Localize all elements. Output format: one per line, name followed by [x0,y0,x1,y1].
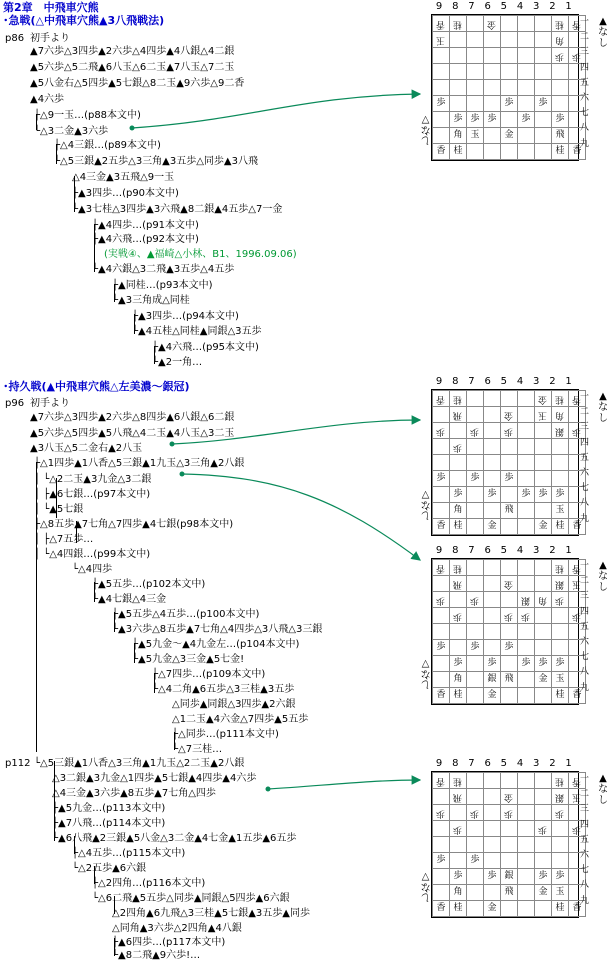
sente-piece: 玉 [555,887,565,897]
move-line: └▲8二飛▲9六歩!… [112,950,201,961]
move-line: △2四角▲6九飛△3三桂▲5七銀▲3五歩▲同歩 [112,908,310,919]
move-line: ├△9一玉…(p88本文中) [34,110,141,121]
sente-piece: 飛 [504,674,514,684]
rank-label: 八 [580,880,590,891]
tree-branch-line [54,761,55,841]
move-line: ├▲5九金…(p113本文中) [52,803,166,814]
sente-piece: 歩 [538,658,548,668]
gote-piece: 桂 [555,776,565,786]
move-line: ├▲5九金～▲4九金左…(p104本文中) [132,639,300,650]
rank-label: 五 [580,834,590,845]
rank-label: 三 [580,47,590,58]
tree-branch-line [94,582,95,602]
move-line: ├▲7八飛…(p114本文中) [52,818,166,829]
tree-branch-line [74,176,75,212]
move-line: △4三金▲3六歩▲8五歩▲7七角△四歩 [52,788,216,799]
move-line: └△3二金▲3六歩 [34,126,109,137]
gote-piece: 歩 [555,51,565,61]
gote-piece: 金 [504,792,514,802]
move-line: △4三金▲3五飛△9一玉 [72,172,175,183]
file-label: 4 [516,545,524,556]
file-label: 7 [468,758,475,769]
gote-piece: 香 [572,394,582,404]
move-line: │ ├△7五歩… [34,534,94,545]
file-label: 8 [452,758,459,769]
move-line: └▲4七銀△4三金 [92,594,167,605]
sente-piece: 金 [487,903,497,913]
sente-piece: 歩 [521,489,531,499]
gote-piece: 桂 [555,19,565,29]
rank-label: 四 [580,437,590,448]
gote-piece: 金 [487,19,497,29]
sente-piece: 歩 [470,855,480,865]
section2-heading: ･持久戦(▲中飛車穴熊△左美濃～銀冠) [3,380,190,393]
rank-label: 六 [580,467,590,478]
rank-label: 九 [580,895,590,906]
move-line: └▲2一角… [152,357,203,368]
file-label: 5 [500,376,508,387]
move-line: └△2五歩▲6六銀 [72,863,147,874]
sente-piece: 歩 [453,871,463,881]
gote-piece: 歩 [436,426,446,436]
rank-label: 七 [580,652,590,663]
section1-start: 初手より [30,33,70,44]
gote-piece: 香 [436,19,446,29]
sente-piece: 歩 [453,114,463,124]
gote-piece: 歩 [555,808,565,818]
sente-piece: 歩 [436,855,446,865]
move-line: │ └▲5七銀 [34,504,84,515]
section2-page: p96 [5,398,25,409]
sente-piece: 香 [436,690,446,700]
file-label: 1 [565,1,572,12]
sente-hand: し な ▽ [420,489,431,520]
sente-piece: 歩 [470,473,480,483]
file-label: 2 [549,376,556,387]
rank-label: 六 [580,849,590,860]
file-label: 2 [549,545,556,556]
gote-piece: 金 [538,394,548,404]
rank-label: 二 [580,576,590,587]
sente-piece: 桂 [453,903,463,913]
section1-heading: ･急戦(△中飛車穴熊▲3八飛戦法) [3,14,165,27]
sente-piece: 角 [453,505,463,515]
gote-piece: 歩 [572,426,582,436]
gote-piece: 歩 [453,442,463,452]
sente-piece: 飛 [504,505,514,515]
file-label: 2 [549,1,556,12]
chapter-title: 第2章 中飛車穴熊 [3,1,99,14]
sente-hand: し な ▽ [420,114,431,145]
move-line: └△7三桂… [172,744,223,755]
file-label: 4 [516,758,524,769]
file-label: 9 [435,1,443,12]
sente-piece: 歩 [436,98,446,108]
sente-piece: 歩 [555,871,565,881]
sente-piece: 歩 [555,658,565,668]
sente-piece: 香 [572,690,582,700]
move-line: △同角▲3六歩△2四角▲4八銀 [112,923,242,934]
sente-piece: 桂 [555,690,565,700]
rank-label: 八 [580,667,590,678]
gote-piece: 玉 [572,792,582,802]
file-label: 6 [484,545,491,556]
gote-piece: 歩 [572,51,582,61]
gote-piece: 飛 [453,410,463,420]
rank-label: 四 [580,62,590,73]
move-line: ├▲同桂…(p93本文中) [112,280,213,291]
game-reference: (実戦④、▲福崎△小林、B1、1996.09.06) [104,249,297,260]
file-label: 4 [516,376,524,387]
sente-piece: 角 [453,130,463,140]
sente-piece: 歩 [470,642,480,652]
move-line: △1二玉▲4六金△7四歩▲5五歩 [172,714,309,725]
gote-piece: 香 [572,19,582,29]
rank-label: 三 [580,804,590,815]
file-label: 7 [468,545,475,556]
sente-piece: 香 [572,521,582,531]
gote-piece: 銀 [555,426,565,436]
gote-piece: 歩 [436,595,446,605]
move-line: ├▲3四歩…(p90本文中) [72,188,179,199]
gote-hand: ▲ な し [598,560,608,593]
file-label: 9 [435,758,443,769]
sente-piece: 歩 [453,489,463,499]
sente-piece: 角 [453,674,463,684]
move-line: │ ├▲6七銀…(p97本文中) [34,489,151,500]
move-line: ├△同歩…(p111本文中) [172,729,279,740]
gote-piece: 香 [572,563,582,573]
page-ref: p112 [5,758,31,769]
gote-piece: 歩 [504,426,514,436]
gote-piece: 歩 [572,824,582,834]
gote-piece: 歩 [470,808,480,818]
rank-label: 二 [580,32,590,43]
sente-piece: 歩 [538,98,548,108]
tree-branch-line [94,224,95,272]
sente-piece: 歩 [487,658,497,668]
sente-piece: 歩 [487,489,497,499]
gote-piece: 歩 [504,611,514,621]
gote-piece: 桂 [453,19,463,29]
sente-piece: 金 [504,130,514,140]
move-line: └△5三銀▲2五歩△3三角▲3五歩△同歩▲3八飛 [54,156,258,167]
rank-label: 五 [580,452,590,463]
sente-piece: 金 [538,887,548,897]
rank-label: 七 [580,483,590,494]
move-line: ├△8五歩▲7七角△7四歩▲4七銀(p98本文中) [34,519,234,530]
gote-piece: 香 [436,563,446,573]
move-line: ├▲5五歩△4五歩…(p100本文中) [112,609,260,620]
file-label: 7 [468,376,475,387]
sente-piece: 歩 [555,489,565,499]
move-line: ├△4三銀…(p89本文中) [54,140,161,151]
gote-hand: ▲ な し [598,391,608,424]
sente-piece: 銀 [504,871,514,881]
sente-piece: 銀 [487,674,497,684]
sente-piece: 歩 [470,114,480,124]
tree-branch-line [114,612,115,632]
rank-label: 六 [580,92,590,103]
move-line: ├▲5五歩…(p102本文中) [92,579,206,590]
move-line: └△5三銀▲1八香△3三角▲1九玉△2二玉▲2八銀 [34,758,245,769]
file-label: 1 [565,758,572,769]
move-line: └△4二角▲6五歩△3三桂▲3五歩 [152,684,295,695]
sente-piece: 飛 [555,130,565,140]
sente-piece: 金 [487,521,497,531]
rank-label: 四 [580,819,590,830]
gote-piece: 玉 [436,35,446,45]
rank-label: 四 [580,606,590,617]
move-line: ▲5六歩△5二飛▲6八玉△6二玉▲7八玉△7二玉 [30,62,235,73]
file-label: 8 [452,376,459,387]
tree-branch-line [114,284,115,302]
sente-piece: 桂 [555,521,565,531]
move-line: └▲4六銀△3二飛▲3五歩△4五歩 [92,264,235,275]
move-line: │ └△2二玉▲3九金△3二銀 [34,474,152,485]
file-label: 3 [533,1,540,12]
sente-piece: 歩 [436,642,446,652]
tree-branch-line [154,346,155,364]
tree-branch-line [36,462,37,752]
gote-piece: 金 [504,579,514,589]
rank-label: 二 [580,407,590,418]
gote-piece: 歩 [504,808,514,818]
file-label: 6 [484,758,491,769]
file-label: 9 [435,545,443,556]
sente-piece: 金 [538,521,548,531]
move-line: ├△4五歩…(p115本文中) [72,848,186,859]
gote-piece: 歩 [572,611,582,621]
sente-hand: し な ▽ [420,871,431,902]
rank-label: 一 [580,774,590,784]
rank-label: 九 [580,682,590,693]
sente-piece: 桂 [453,690,463,700]
sente-piece: 桂 [453,521,463,531]
move-line: △3二銀▲3九金△1四歩▲5七銀▲4四歩▲4六歩 [52,773,257,784]
tree-branch-line [134,314,135,334]
move-line: ▲3八玉△5二金右▲2八玉 [30,443,143,454]
sente-piece: 金 [487,690,497,700]
gote-piece: 飛 [453,579,463,589]
gote-piece: 金 [504,410,514,420]
gote-piece: 歩 [453,824,463,834]
move-line: ├▲3四歩…(p94本文中) [132,311,239,322]
gote-piece: 歩 [453,611,463,621]
gote-piece: 角 [538,595,548,605]
sente-piece: 香 [436,146,446,156]
gote-hand: ▲ な し [598,773,608,806]
file-label: 3 [533,376,540,387]
sente-piece: 玉 [555,505,565,515]
tree-branch-line [36,114,37,130]
sente-piece: 金 [538,674,548,684]
tree-branch-line [174,732,175,750]
gote-piece: 香 [572,776,582,786]
sente-piece: 歩 [436,473,446,483]
gote-piece: 香 [436,394,446,404]
move-line: ├▲4六飛…(p92本文中) [92,234,199,245]
gote-piece: 歩 [436,808,446,818]
rank-label: 三 [580,422,590,433]
rank-label: 九 [580,138,590,149]
move-line: │ └△4四銀…(p99本文中) [34,549,151,560]
tree-branch-line [94,866,95,884]
sente-piece: 香 [572,146,582,156]
move-line: └▲3三角成△同桂 [112,295,190,306]
rank-label: 七 [580,865,590,876]
sente-piece: 歩 [521,114,531,124]
move-line: ▲5六歩△5四歩▲5八飛△4二玉▲4八玉△3二玉 [30,428,235,439]
file-label: 1 [565,376,572,387]
gote-piece: 桂 [453,394,463,404]
sente-piece: 歩 [504,98,514,108]
move-line: └▲3六歩△8五歩▲7七角△4四歩△3八飛△3三銀 [112,624,323,635]
move-line: └▲4五桂△同桂▲同銀△3五歩 [132,326,262,337]
sente-piece: 歩 [487,871,497,881]
tree-branch-line [56,144,57,164]
file-label: 9 [435,376,443,387]
rank-label: 一 [580,392,590,402]
move-line: ├▲6四歩…(p117本文中) [112,937,226,948]
gote-piece: 桂 [453,776,463,786]
move-line: ├△2四角…(p116本文中) [92,878,206,889]
gote-piece: 歩 [470,595,480,605]
tree-branch-line [154,673,155,693]
rank-label: 五 [580,77,590,88]
gote-piece: 桂 [555,563,565,573]
sente-piece: 角 [453,887,463,897]
sente-piece: 桂 [555,146,565,156]
tree-branch-line [114,896,115,914]
move-line: ├▲4四歩…(p91本文中) [92,220,199,231]
move-line: └▲6八飛▲2三銀▲5八金△3二金▲4七金▲1五歩▲6五歩 [52,833,297,844]
section2-start: 初手より [30,398,70,409]
sente-piece: 歩 [555,114,565,124]
rank-label: 二 [580,789,590,800]
move-line: └▲3七桂△3四歩▲3六飛▲8二銀▲4五歩△7一金 [72,204,283,215]
gote-piece: 銀 [555,792,565,802]
sente-piece: 桂 [453,146,463,156]
sente-piece: 香 [572,903,582,913]
gote-piece: 玉 [538,410,548,420]
gote-piece: 桂 [453,563,463,573]
move-line: ├△1四歩▲1八香△5三銀▲1九玉△3三角▲2八銀 [34,458,245,469]
rank-label: 八 [580,123,590,134]
move-line: └△6二飛▲5五歩△同歩▲同銀△5四歩▲6六銀 [92,893,290,904]
gote-piece: 銀 [555,579,565,589]
rank-label: 九 [580,513,590,524]
move-line: ▲7六歩△3四歩▲2六歩△8四歩▲6八銀△6二銀 [30,412,235,423]
gote-piece: 飛 [453,792,463,802]
sente-piece: 歩 [504,473,514,483]
move-line: ├▲4六飛…(p95本文中) [152,342,259,353]
file-label: 6 [484,1,491,12]
sente-piece: 香 [436,521,446,531]
rank-label: 七 [580,108,590,119]
rank-label: 八 [580,498,590,509]
move-line: ▲7六歩△3四歩▲2六歩△4四歩▲4八銀△4二銀 [30,46,235,57]
file-label: 8 [452,1,459,12]
gote-piece: 歩 [470,426,480,436]
tree-branch-line [56,478,57,518]
rank-label: 六 [580,636,590,647]
gote-piece: 香 [436,776,446,786]
sente-piece: 香 [436,903,446,913]
gote-piece: 歩 [521,611,531,621]
gote-piece: 桂 [555,394,565,404]
file-label: 7 [468,1,475,12]
gote-hand: ▲ な し [598,16,608,49]
file-label: 2 [549,758,556,769]
move-line: ▲4六歩 [30,94,65,105]
move-line: └△4四歩 [72,564,113,575]
sente-piece: 歩 [504,642,514,652]
file-label: 3 [533,545,540,556]
gote-piece: 角 [555,410,565,420]
file-label: 1 [565,545,572,556]
move-line: △同歩▲同銀△3四歩▲2六銀 [172,699,296,710]
gote-piece: 銀 [521,595,531,605]
rank-label: 一 [580,561,590,571]
file-label: 5 [500,1,508,12]
tree-branch-line [76,521,77,543]
move-line: ├△7四歩…(p109本文中) [152,669,266,680]
sente-piece: 歩 [521,658,531,668]
sente-piece: 歩 [487,114,497,124]
file-label: 4 [516,1,524,12]
tree-branch-line [74,836,75,854]
gote-piece: 玉 [572,579,582,589]
rank-label: 一 [580,17,590,27]
gote-piece: 歩 [538,824,548,834]
file-label: 3 [533,758,540,769]
file-label: 6 [484,376,491,387]
sente-piece: 歩 [538,871,548,881]
move-line: ▲5八金右△5四歩▲5七銀△8二玉▲9六歩△9二香 [30,78,245,89]
file-label: 5 [500,758,508,769]
sente-piece: 歩 [538,489,548,499]
file-label: 8 [452,545,459,556]
sente-piece: 飛 [504,887,514,897]
rank-label: 五 [580,621,590,632]
gote-piece: 歩 [555,595,565,605]
sente-piece: 桂 [555,903,565,913]
sente-piece: 歩 [453,658,463,668]
file-label: 5 [500,545,508,556]
tree-branch-line [114,938,115,956]
move-line: └▲5九金△3三金▲5七金! [132,654,245,665]
sente-piece: 玉 [470,130,480,140]
sente-piece: 玉 [555,674,565,684]
tree-branch-line [134,643,135,663]
gote-piece: 角 [555,35,565,45]
section1-page: p86 [5,33,25,44]
sente-hand: し な ▽ [420,658,431,689]
rank-label: 三 [580,591,590,602]
